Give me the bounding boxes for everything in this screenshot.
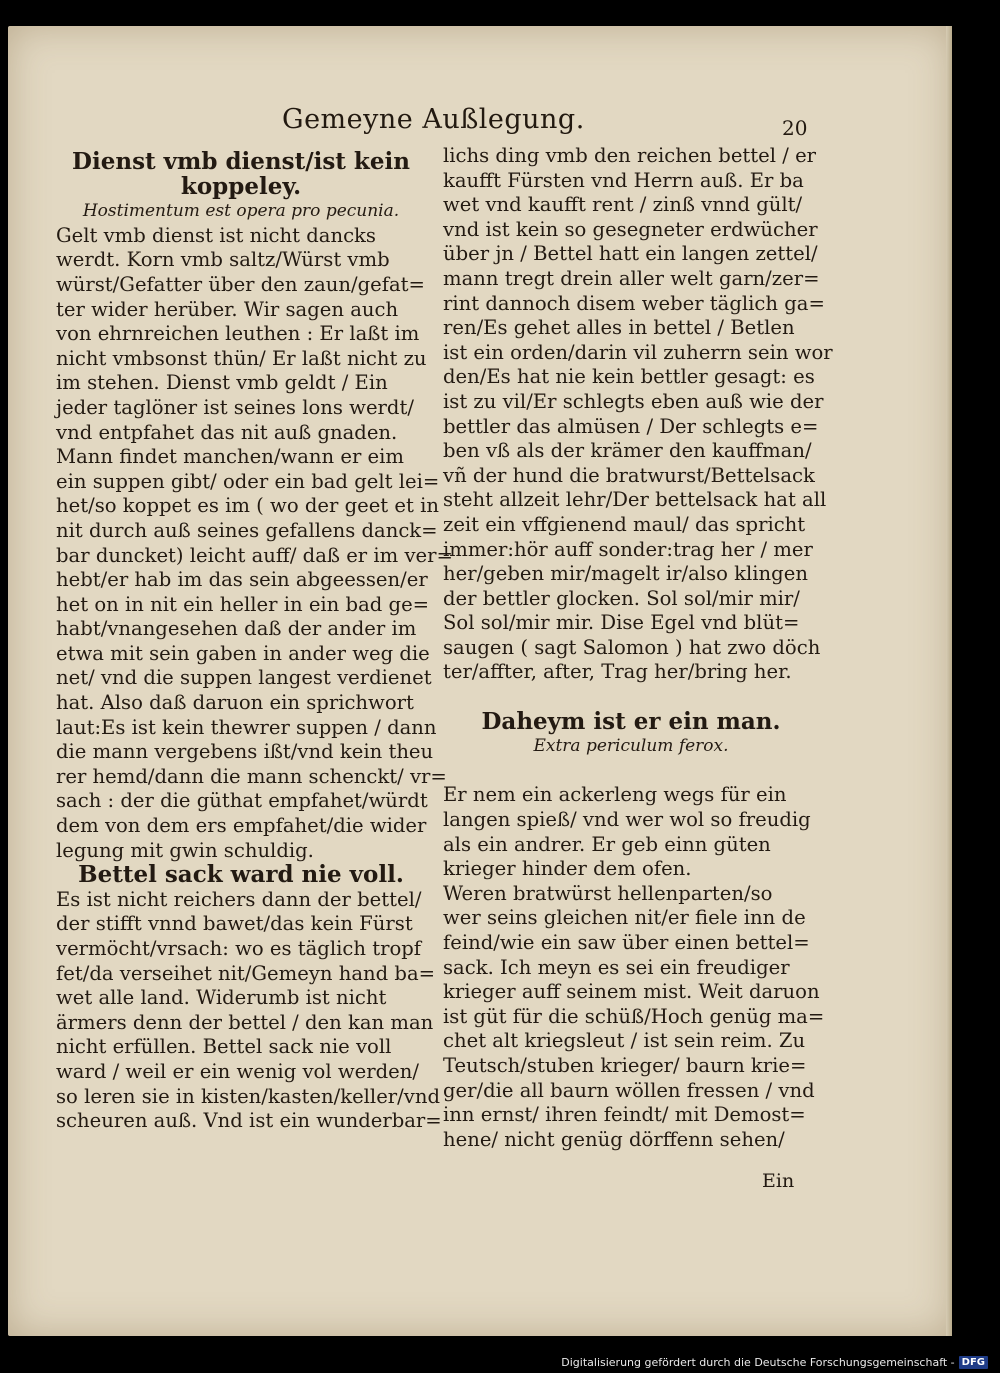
text-line: legung mit gwin schuldig.	[56, 838, 314, 862]
text-line: von ehrnreichen leuthen : Er laßt im	[56, 322, 420, 346]
text-line: bar duncket) leicht auff/ daß er im ver=	[56, 543, 453, 567]
text-line: mann tregt drein aller welt garn/zer=	[443, 266, 820, 290]
text-line: so leren sie in kisten/kasten/keller/vnd	[56, 1084, 440, 1108]
text-line: die mann vergebens ißt/vnd kein theu	[56, 740, 434, 764]
latin-subtitle: Hostimentum est opera pro pecunia.	[82, 201, 400, 222]
text-line: nit durch auß seines gefallens danck=	[56, 518, 438, 542]
proverb-heading: Daheym ist er ein man.	[481, 707, 781, 735]
proverb-heading: Dienst vmb dienst/ist kein	[72, 148, 410, 175]
text-line: würst/Gefatter über den zaun/gefat=	[56, 272, 425, 296]
text-line: ter wider herüber. Wir sagen auch	[56, 297, 399, 321]
page-number: 20	[782, 116, 808, 140]
left-column	[56, 148, 453, 1134]
text-line: lichs ding vmb den reichen bettel / er	[443, 144, 817, 167]
text-line: ein suppen gibt/ oder ein bad gelt lei=	[56, 469, 440, 493]
text-line: Es ist nicht reichers dann der bettel/	[56, 887, 422, 911]
text-line: Weren bratwürst hellenparten/so	[443, 881, 773, 905]
text-line: ren/Es gehet alles in bettel / Betlen	[443, 316, 795, 340]
right-column	[443, 144, 833, 1152]
text-line: wer seins gleichen nit/er fiele inn de	[443, 906, 806, 930]
text-line: habt/vnangesehen daß der ander im	[56, 617, 417, 641]
dfg-logo: DFG	[959, 1356, 988, 1369]
text-line: steht allzeit lehr/Der bettelsack hat all	[443, 488, 827, 512]
text-line: werdt. Korn vmb saltz/Würst vmb	[56, 248, 390, 272]
latin-subtitle: Extra periculum ferox.	[533, 736, 729, 757]
footer	[561, 1356, 988, 1369]
text-line: hebt/er hab im das sein abgeessen/er	[56, 568, 428, 592]
text-line: zeit ein vffgienend maul/ das spricht	[443, 512, 806, 536]
text-line: im stehen. Dienst vmb geldt / Ein	[56, 371, 388, 395]
text-line: saugen ( sagt Salomon ) hat zwo döch	[443, 635, 821, 659]
text-line: ter/affter, after, Trag her/bring her.	[443, 660, 792, 684]
text-line: vnd entpfahet das nit auß gnaden.	[56, 420, 398, 444]
text-line: über jn / Bettel hatt ein langen zettel/	[443, 242, 818, 266]
text-line: bettler das almüsen / Der schlegts e=	[443, 414, 819, 438]
text-line: her/geben mir/magelt ir/also klingen	[443, 562, 808, 586]
footer-text: Digitalisierung gefördert durch die Deutsche Forschungsgemeinschaft -	[561, 1356, 955, 1369]
line-spacer	[443, 685, 819, 710]
text-line: laut:Es ist kein thewrer suppen / dann	[56, 715, 437, 739]
text-line: krieger hinder dem ofen.	[443, 857, 692, 881]
text-line: immer:hör auff sonder:trag her / mer	[443, 537, 813, 561]
text-line: feind/wie ein saw über einen bettel=	[443, 931, 810, 954]
text-line: sack. Ich meyn es sei ein freudiger	[443, 955, 790, 979]
text-line: als ein andrer. Er geb einn güten	[443, 832, 771, 856]
text-line: der stifft vnnd bawet/das kein Fürst	[56, 912, 413, 936]
text-line: scheuren auß. Vnd ist ein wunderbar=	[56, 1109, 442, 1133]
text-line: ben vß als der krämer den kauffman/	[443, 439, 812, 463]
catchword: Ein	[762, 1170, 795, 1192]
text-line: net/ vnd die suppen langest verdienet	[56, 666, 432, 690]
text-line: sach : der die güthat empfahet/würdt	[56, 789, 428, 813]
text-line: Teutsch/stuben krieger/ baurn krie=	[443, 1053, 807, 1077]
text-line: Gelt vmb dienst ist nicht dancks	[56, 223, 376, 247]
text-line: ist güt für die schüß/Hoch genüg ma=	[443, 1004, 825, 1028]
text-line: fet/da verseihet nit/Gemeyn hand ba=	[56, 961, 436, 985]
text-line: nicht erfüllen. Bettel sack nie voll	[56, 1035, 392, 1059]
text-line: nicht vmbsonst thün/ Er laßt nicht zu	[56, 346, 427, 370]
text-line: ärmers denn der bettel / den kan man	[56, 1010, 434, 1034]
text-line: chet alt kriegsleut / ist sein reim. Zu	[443, 1029, 806, 1053]
text-line: Sol sol/mir mir. Dise Egel vnd blüt=	[443, 611, 800, 635]
proverb-heading: koppeley.	[180, 172, 302, 200]
text-line: inn ernst/ ihren feindt/ mit Demost=	[443, 1103, 806, 1127]
page-edge	[946, 26, 952, 1336]
text-line: rint dannoch disem weber täglich ga=	[443, 291, 825, 315]
running-header: Gemeyne Außlegung.	[282, 104, 585, 135]
text-line: vnd ist kein so gesegneter erdwücher	[443, 217, 818, 241]
text-line: dem von dem ers empfahet/die wider	[56, 814, 427, 838]
text-line: wet alle land. Widerumb ist nicht	[56, 986, 387, 1010]
text-line: Er nem ein ackerleng wegs für ein	[443, 783, 787, 807]
text-line: ward / weil er ein wenig vol werden/	[56, 1059, 419, 1083]
text-line: den/Es hat nie kein bettler gesagt: es	[443, 365, 815, 389]
text-line: het on in nit ein heller in ein bad ge=	[56, 592, 430, 616]
text-line: rer hemd/dann die mann schenckt/ vr=	[56, 764, 447, 788]
text-line: vermöcht/vrsach: wo es täglich tropf	[56, 937, 422, 960]
text-line: der bettler glocken. Sol sol/mir mir/	[443, 586, 800, 610]
text-line: ist ein orden/darin vil zuherrn sein wor	[443, 340, 833, 364]
text-line: vñ der hund die bratwurst/Bettelsack	[443, 463, 815, 487]
text-line: hat. Also daß daruon ein sprichwort	[56, 691, 414, 715]
text-line: langen spieß/ vnd wer wol so freudig	[443, 808, 811, 832]
text-line: hene/ nicht genüg dörffenn sehen/	[443, 1127, 785, 1151]
text-line: krieger auff seinem mist. Weit daruon	[443, 980, 820, 1004]
text-line: kaufft Fürsten vnd Herrn auß. Er ba	[443, 168, 804, 192]
text-line: wet vnd kaufft rent / zinß vnnd gült/	[443, 193, 803, 217]
text-line: ger/die all baurn wöllen fressen / vnd	[443, 1078, 815, 1102]
text-line: het/so koppet es im ( wo der geet et in	[56, 494, 439, 518]
line-spacer	[443, 759, 819, 784]
text-line: ist zu vil/Er schlegts eben auß wie der	[443, 389, 824, 413]
proverb-heading: Bettel sack ward nie voll.	[78, 861, 404, 889]
text-line: etwa mit sein gaben in ander weg die	[56, 641, 430, 665]
text-line: Mann findet manchen/wann er eim	[56, 445, 404, 469]
text-line: jeder taglöner ist seines lons werdt/	[56, 395, 414, 419]
